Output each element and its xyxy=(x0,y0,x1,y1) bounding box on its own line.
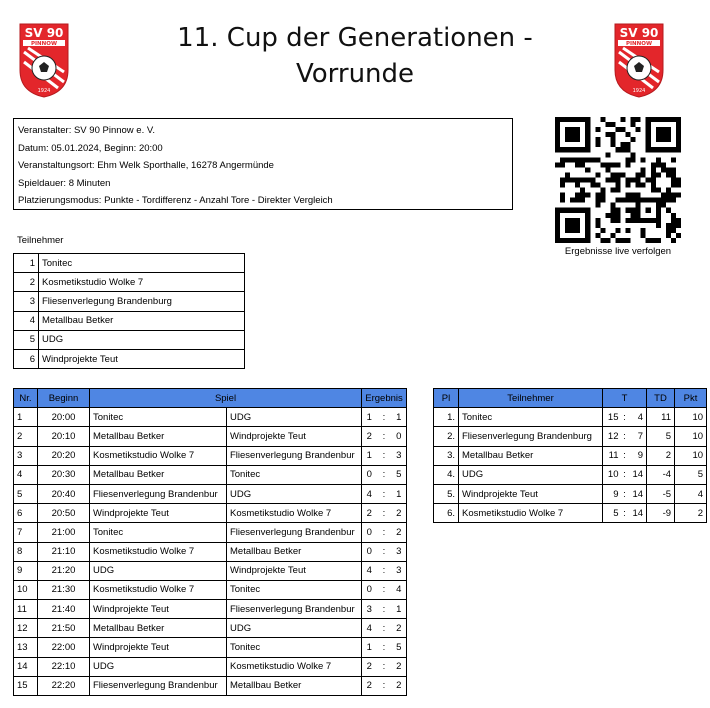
away-goals: 5 xyxy=(392,465,407,484)
participant-number: 3 xyxy=(14,292,39,311)
col-start: Beginn xyxy=(38,389,90,408)
home-team: Windprojekte Teut xyxy=(90,638,227,657)
standing-place: 6. xyxy=(434,504,459,523)
away-team: Windprojekte Teut xyxy=(227,427,362,446)
away-goals: 5 xyxy=(392,638,407,657)
score-separator: : xyxy=(377,465,392,484)
away-goals: 1 xyxy=(392,408,407,427)
standing-place: 3. xyxy=(434,446,459,465)
score-separator: : xyxy=(377,657,392,676)
logo-year: 1924 xyxy=(37,88,51,94)
score-separator: : xyxy=(377,484,392,503)
goals-against: 14 xyxy=(628,465,647,484)
participant-number: 2 xyxy=(14,273,39,292)
match-time: 22:20 xyxy=(38,676,90,695)
match-time: 20:00 xyxy=(38,408,90,427)
title-line-1: 11. Cup der Generationen - xyxy=(177,23,533,53)
home-team: Tonitec xyxy=(90,408,227,427)
logo-text: SV 90 xyxy=(619,26,659,40)
home-team: Windprojekte Teut xyxy=(90,504,227,523)
away-team: Tonitec xyxy=(227,638,362,657)
participant-name: Windprojekte Teut xyxy=(39,349,245,368)
match-number: 1 xyxy=(14,408,38,427)
home-goals: 2 xyxy=(362,504,377,523)
score-separator: : xyxy=(377,542,392,561)
qr-caption: Ergebnisse live verfolgen xyxy=(564,246,672,257)
match-time: 22:10 xyxy=(38,657,90,676)
goals-separator: : xyxy=(622,446,628,465)
ranking-mode-line: Platzierungsmodus: Punkte - Tordifferenz - Anzahl Tore - Direkter Vergleich xyxy=(18,195,333,206)
home-team: Fliesenverlegung Brandenbur xyxy=(90,676,227,695)
standing-row xyxy=(434,408,707,427)
standing-row xyxy=(434,484,707,503)
match-time: 21:30 xyxy=(38,580,90,599)
home-goals: 0 xyxy=(362,465,377,484)
standing-team: Tonitec xyxy=(459,408,603,427)
match-number: 8 xyxy=(14,542,38,561)
away-goals: 2 xyxy=(392,504,407,523)
home-team: Kosmetikstudio Wolke 7 xyxy=(90,580,227,599)
away-team: Kosmetikstudio Wolke 7 xyxy=(227,504,362,523)
match-time: 21:00 xyxy=(38,523,90,542)
goals-against: 9 xyxy=(628,446,647,465)
date-line: Datum: 05.01.2024, Beginn: 20:00 xyxy=(18,142,163,154)
score-separator: : xyxy=(377,427,392,446)
score-separator: : xyxy=(377,638,392,657)
col-goals: T xyxy=(603,389,647,408)
home-team: Windprojekte Teut xyxy=(90,600,227,619)
goals-for: 10 xyxy=(603,465,622,484)
standing-team: Metallbau Betker xyxy=(459,446,603,465)
qr-code[interactable] xyxy=(555,117,681,243)
away-goals: 1 xyxy=(392,484,407,503)
home-goals: 0 xyxy=(362,580,377,599)
goal-difference: 5 xyxy=(647,427,675,446)
home-team: Tonitec xyxy=(90,523,227,542)
match-time: 20:50 xyxy=(38,504,90,523)
col-team: Teilnehmer xyxy=(459,389,603,408)
participant-row xyxy=(14,254,245,273)
home-goals: 4 xyxy=(362,619,377,638)
goal-difference: -9 xyxy=(647,504,675,523)
col-points: Pkt xyxy=(675,389,707,408)
score-separator: : xyxy=(377,446,392,465)
standing-team: Kosmetikstudio Wolke 7 xyxy=(459,504,603,523)
home-goals: 2 xyxy=(362,676,377,695)
home-team: Metallbau Betker xyxy=(90,427,227,446)
goals-for: 12 xyxy=(603,427,622,446)
venue-line: Veranstaltungsort: Ehm Welk Sporthalle, 16278 Angermünde xyxy=(18,160,274,171)
goal-difference: 2 xyxy=(647,446,675,465)
goal-difference: -5 xyxy=(647,484,675,503)
away-team: UDG xyxy=(227,484,362,503)
away-goals: 3 xyxy=(392,446,407,465)
home-goals: 0 xyxy=(362,542,377,561)
participant-number: 5 xyxy=(14,330,39,349)
away-goals: 2 xyxy=(392,657,407,676)
col-goal-diff: TD xyxy=(647,389,675,408)
participant-row xyxy=(14,292,245,311)
score-separator: : xyxy=(377,561,392,580)
title-line-2: Vorrunde xyxy=(295,59,415,89)
col-place: Pl xyxy=(434,389,459,408)
standing-place: 2. xyxy=(434,427,459,446)
match-row xyxy=(14,676,407,695)
participant-row xyxy=(14,273,245,292)
participants-heading: Teilnehmer xyxy=(17,235,64,246)
col-match: Spiel xyxy=(90,389,362,408)
standings-table xyxy=(433,388,707,523)
home-goals: 1 xyxy=(362,638,377,657)
logo-year: 1924 xyxy=(632,88,646,94)
home-team: Metallbau Betker xyxy=(90,465,227,484)
goal-difference: 11 xyxy=(647,408,675,427)
goals-against: 14 xyxy=(628,484,647,503)
home-goals: 2 xyxy=(362,657,377,676)
participant-number: 6 xyxy=(14,349,39,368)
match-number: 2 xyxy=(14,427,38,446)
home-goals: 1 xyxy=(362,446,377,465)
points: 4 xyxy=(675,484,707,503)
match-number: 6 xyxy=(14,504,38,523)
score-separator: : xyxy=(377,619,392,638)
away-team: Metallbau Betker xyxy=(227,542,362,561)
participants-table xyxy=(13,253,245,369)
goals-for: 9 xyxy=(603,484,622,503)
away-goals: 4 xyxy=(392,580,407,599)
goals-separator: : xyxy=(622,408,628,427)
away-goals: 3 xyxy=(392,561,407,580)
away-team: Windprojekte Teut xyxy=(227,561,362,580)
goals-separator: : xyxy=(622,504,628,523)
points: 10 xyxy=(675,408,707,427)
page-title xyxy=(110,20,600,92)
home-goals: 3 xyxy=(362,600,377,619)
standing-team: UDG xyxy=(459,465,603,484)
match-number: 12 xyxy=(14,619,38,638)
away-goals: 2 xyxy=(392,676,407,695)
away-goals: 2 xyxy=(392,523,407,542)
standing-team: Fliesenverlegung Brandenburg xyxy=(459,427,603,446)
home-goals: 1 xyxy=(362,408,377,427)
match-row xyxy=(14,523,407,542)
match-row xyxy=(14,408,407,427)
away-team: Tonitec xyxy=(227,465,362,484)
score-separator: : xyxy=(377,523,392,542)
club-logo-left xyxy=(18,22,70,98)
participant-number: 4 xyxy=(14,311,39,330)
event-info-box xyxy=(13,118,513,210)
match-time: 20:40 xyxy=(38,484,90,503)
match-row xyxy=(14,504,407,523)
match-time: 20:30 xyxy=(38,465,90,484)
away-goals: 0 xyxy=(392,427,407,446)
goals-for: 5 xyxy=(603,504,622,523)
match-time: 21:10 xyxy=(38,542,90,561)
match-row xyxy=(14,427,407,446)
score-separator: : xyxy=(377,600,392,619)
goals-separator: : xyxy=(622,427,628,446)
home-team: Kosmetikstudio Wolke 7 xyxy=(90,446,227,465)
points: 10 xyxy=(675,446,707,465)
standing-row xyxy=(434,446,707,465)
match-row xyxy=(14,484,407,503)
organizer-line: Veranstalter: SV 90 Pinnow e. V. xyxy=(18,125,155,136)
home-team: UDG xyxy=(90,561,227,580)
away-team: Tonitec xyxy=(227,580,362,599)
home-team: Metallbau Betker xyxy=(90,619,227,638)
goals-against: 4 xyxy=(628,408,647,427)
participant-row xyxy=(14,311,245,330)
match-time: 21:40 xyxy=(38,600,90,619)
match-time: 20:20 xyxy=(38,446,90,465)
match-number: 4 xyxy=(14,465,38,484)
standing-row xyxy=(434,427,707,446)
match-number: 9 xyxy=(14,561,38,580)
points: 2 xyxy=(675,504,707,523)
standing-team: Windprojekte Teut xyxy=(459,484,603,503)
away-team: Metallbau Betker xyxy=(227,676,362,695)
match-number: 3 xyxy=(14,446,38,465)
match-time: 21:20 xyxy=(38,561,90,580)
match-number: 15 xyxy=(14,676,38,695)
club-logo-right xyxy=(613,22,665,98)
col-nr: Nr. xyxy=(14,389,38,408)
match-row xyxy=(14,638,407,657)
match-row xyxy=(14,446,407,465)
match-number: 13 xyxy=(14,638,38,657)
match-schedule-table xyxy=(13,388,407,696)
points: 10 xyxy=(675,427,707,446)
participant-row xyxy=(14,349,245,368)
away-goals: 2 xyxy=(392,619,407,638)
home-team: Kosmetikstudio Wolke 7 xyxy=(90,542,227,561)
away-goals: 1 xyxy=(392,600,407,619)
score-separator: : xyxy=(377,580,392,599)
goals-for: 15 xyxy=(603,408,622,427)
away-team: Fliesenverlegung Brandenbur xyxy=(227,446,362,465)
participant-name: Metallbau Betker xyxy=(39,311,245,330)
logo-text: SV 90 xyxy=(24,26,64,40)
away-team: Fliesenverlegung Brandenbur xyxy=(227,523,362,542)
goals-separator: : xyxy=(622,465,628,484)
participant-name: UDG xyxy=(39,330,245,349)
goals-against: 7 xyxy=(628,427,647,446)
score-separator: : xyxy=(377,408,392,427)
home-team: UDG xyxy=(90,657,227,676)
standing-row xyxy=(434,465,707,484)
goals-against: 14 xyxy=(628,504,647,523)
participant-name: Tonitec xyxy=(39,254,245,273)
points: 5 xyxy=(675,465,707,484)
away-team: Fliesenverlegung Brandenbur xyxy=(227,600,362,619)
logo-subtext: PINNOW xyxy=(30,41,58,47)
home-goals: 2 xyxy=(362,427,377,446)
match-time: 20:10 xyxy=(38,427,90,446)
home-goals: 0 xyxy=(362,523,377,542)
goals-for: 11 xyxy=(603,446,622,465)
away-team: Kosmetikstudio Wolke 7 xyxy=(227,657,362,676)
home-team: Fliesenverlegung Brandenbur xyxy=(90,484,227,503)
away-goals: 3 xyxy=(392,542,407,561)
participant-name: Fliesenverlegung Brandenburg xyxy=(39,292,245,311)
home-goals: 4 xyxy=(362,561,377,580)
col-result: Ergebnis xyxy=(362,389,407,408)
standing-place: 4. xyxy=(434,465,459,484)
goal-difference: -4 xyxy=(647,465,675,484)
match-row xyxy=(14,600,407,619)
match-row xyxy=(14,561,407,580)
match-time: 21:50 xyxy=(38,619,90,638)
match-number: 10 xyxy=(14,580,38,599)
match-number: 11 xyxy=(14,600,38,619)
participant-row xyxy=(14,330,245,349)
participant-name: Kosmetikstudio Wolke 7 xyxy=(39,273,245,292)
standing-row xyxy=(434,504,707,523)
match-row xyxy=(14,580,407,599)
match-number: 5 xyxy=(14,484,38,503)
match-number: 14 xyxy=(14,657,38,676)
score-separator: : xyxy=(377,676,392,695)
match-row xyxy=(14,657,407,676)
match-row xyxy=(14,465,407,484)
score-separator: : xyxy=(377,504,392,523)
home-goals: 4 xyxy=(362,484,377,503)
standing-place: 5. xyxy=(434,484,459,503)
match-time: 22:00 xyxy=(38,638,90,657)
away-team: UDG xyxy=(227,619,362,638)
duration-line: Spieldauer: 8 Minuten xyxy=(18,177,111,189)
match-row xyxy=(14,619,407,638)
match-row xyxy=(14,542,407,561)
match-number: 7 xyxy=(14,523,38,542)
participant-number: 1 xyxy=(14,254,39,273)
standing-place: 1. xyxy=(434,408,459,427)
goals-separator: : xyxy=(622,484,628,503)
logo-subtext: PINNOW xyxy=(625,41,653,47)
away-team: UDG xyxy=(227,408,362,427)
